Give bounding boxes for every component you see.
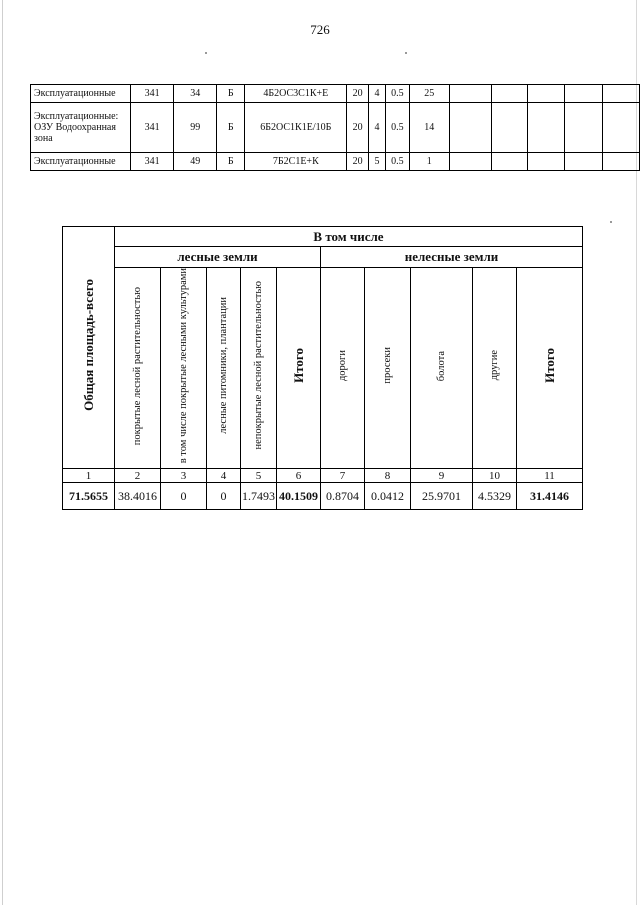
column-header: лесные питомники, плантации: [207, 268, 241, 469]
nonforest-total-value: 31.4146: [517, 483, 583, 510]
column-number: 10: [473, 469, 517, 483]
empty-cell: [565, 153, 602, 171]
empty-cell: [602, 153, 639, 171]
formula-cell: 4Б2ОС3С1К+Е: [245, 85, 347, 103]
table-row: [31, 103, 640, 153]
empty-cell: [602, 103, 639, 153]
empty-cell: [602, 85, 639, 103]
total-area-header-cell: [63, 227, 115, 469]
values-row: [63, 483, 583, 510]
plot-cell: 99: [174, 103, 217, 153]
forest-land-header: лесные земли: [115, 247, 321, 268]
page-edge-left: [2, 0, 3, 905]
species-cell: Б: [217, 103, 245, 153]
header-row: [63, 247, 583, 268]
value-cell: 0.5: [386, 85, 410, 103]
empty-cell: [449, 103, 491, 153]
empty-cell: [491, 103, 527, 153]
header-row: [63, 268, 583, 469]
column-header: в том числе покрытые лесными культурами: [161, 268, 207, 469]
value-cell: 25: [409, 85, 449, 103]
column-number: 4: [207, 469, 241, 483]
column-header: покрытые лесной растительностью: [115, 268, 161, 469]
empty-cell: [528, 153, 565, 171]
row-name: Эксплуатационные: ОЗУ Водоохранная зона: [31, 103, 131, 153]
value-cell: 0.8704: [321, 483, 365, 510]
value-cell: 4: [368, 103, 385, 153]
column-number: 5: [241, 469, 277, 483]
empty-cell: [528, 103, 565, 153]
value-cell: 4: [368, 85, 385, 103]
column-header: непокрытые лесной растительностью: [241, 268, 277, 469]
empty-cell: [449, 85, 491, 103]
quarter-cell: 341: [130, 85, 173, 103]
formula-cell: 6Б2ОС1К1Е/10Б: [245, 103, 347, 153]
value-cell: 20: [347, 103, 368, 153]
scan-speck: [610, 221, 612, 223]
column-header: Итого: [517, 268, 583, 469]
page-number: 726: [310, 22, 330, 37]
total-area-header: Общая площадь-всего: [80, 279, 96, 412]
formula-cell: 7Б2С1Е+К: [245, 153, 347, 171]
forest-total-value: 40.1509: [277, 483, 321, 510]
species-cell: Б: [217, 85, 245, 103]
value-cell: 20: [347, 85, 368, 103]
empty-cell: [491, 85, 527, 103]
row-name: Эксплуатационные: [31, 85, 131, 103]
column-number: 9: [411, 469, 473, 483]
column-number: 8: [365, 469, 411, 483]
column-header: Итого: [277, 268, 321, 469]
value-cell: 0.5: [386, 153, 410, 171]
table-row: [31, 85, 640, 103]
column-number: 1: [63, 469, 115, 483]
empty-cell: [449, 153, 491, 171]
top-table: [30, 84, 640, 171]
value-cell: 25.9701: [411, 483, 473, 510]
total-area-value: 71.5655: [63, 483, 115, 510]
empty-cell: [491, 153, 527, 171]
column-number-row: [63, 469, 583, 483]
value-cell: 20: [347, 153, 368, 171]
column-header: дороги: [321, 268, 365, 469]
column-number: 3: [161, 469, 207, 483]
value-cell: 1: [409, 153, 449, 171]
empty-cell: [565, 85, 602, 103]
column-number: 6: [277, 469, 321, 483]
column-header: просеки: [365, 268, 411, 469]
column-number: 2: [115, 469, 161, 483]
land-area-table: [62, 226, 583, 510]
column-header: другие: [473, 268, 517, 469]
row-name: Эксплуатационные: [31, 153, 131, 171]
species-cell: Б: [217, 153, 245, 171]
value-cell: 0: [207, 483, 241, 510]
value-cell: 1.7493: [241, 483, 277, 510]
quarter-cell: 341: [130, 103, 173, 153]
value-cell: 0: [161, 483, 207, 510]
value-cell: 0.5: [386, 103, 410, 153]
scan-speck: [405, 52, 407, 54]
group-header: В том числе: [115, 227, 583, 247]
scan-speck: [205, 52, 207, 54]
value-cell: 0.0412: [365, 483, 411, 510]
value-cell: 5: [368, 153, 385, 171]
table-row: [31, 153, 640, 171]
empty-cell: [565, 103, 602, 153]
quarter-cell: 341: [130, 153, 173, 171]
value-cell: 4.5329: [473, 483, 517, 510]
nonforest-land-header: нелесные земли: [321, 247, 583, 268]
column-header: болота: [411, 268, 473, 469]
empty-cell: [528, 85, 565, 103]
header-row: [63, 227, 583, 247]
value-cell: 14: [409, 103, 449, 153]
value-cell: 38.4016: [115, 483, 161, 510]
plot-cell: 49: [174, 153, 217, 171]
column-number: 7: [321, 469, 365, 483]
column-number: 11: [517, 469, 583, 483]
plot-cell: 34: [174, 85, 217, 103]
